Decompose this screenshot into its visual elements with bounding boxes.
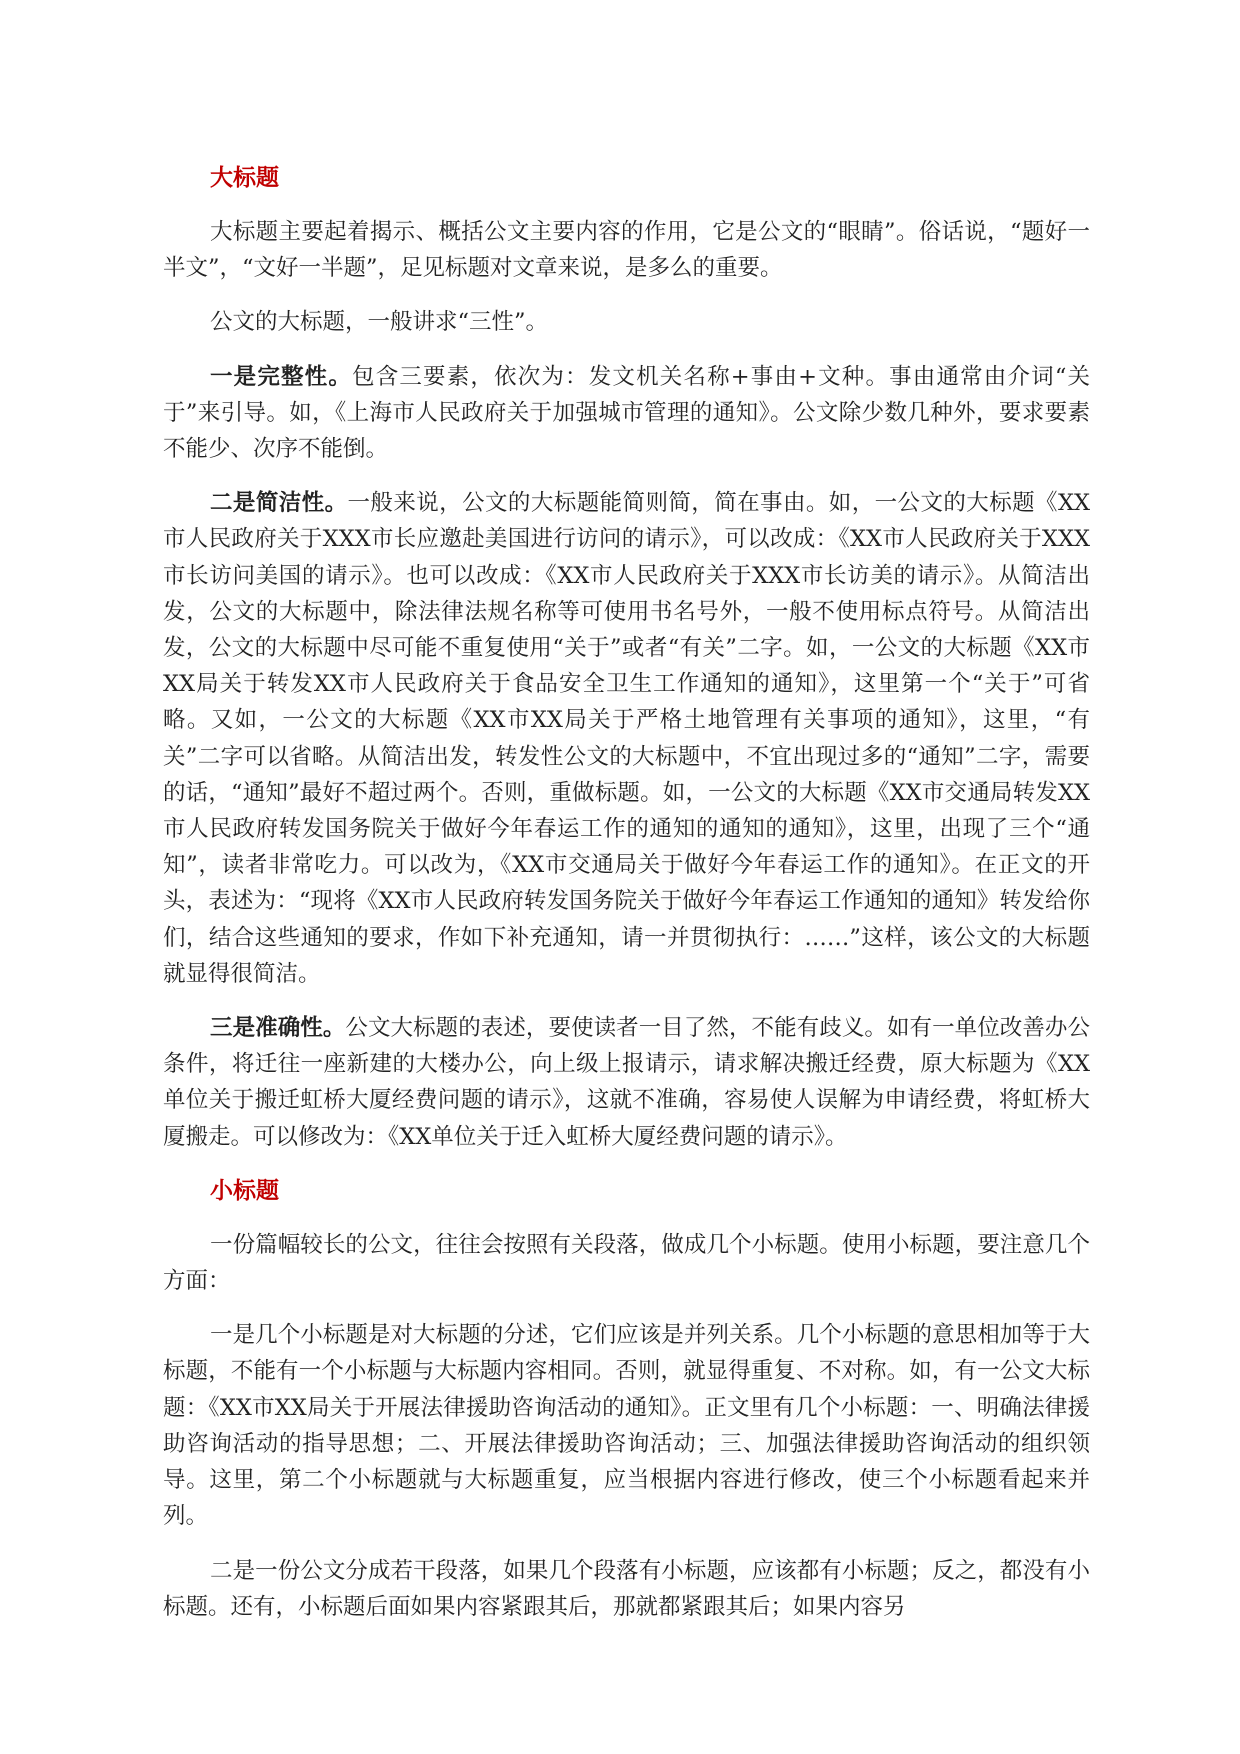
paragraph-lead: 三是准确性。 (210, 1015, 346, 1042)
paragraph-lead: 一是完整性。 (210, 363, 353, 390)
section-heading-main-title: 大标题 (210, 165, 279, 191)
paragraph: 一份篇幅较长的公文，往往会按照有关段落，做成几个小标题。使用小标题，要注意几个方面： (163, 1231, 1090, 1295)
paragraph-text: 一般来说，公文的大标题能简则简，简在事由。如，一公文的大标题《XX市人民政府关于XXX市长应邀赴美国进行访问的请示》，可以改成：《XX市人民政府关于XXX市长访问美国的请示》。也可以改成：《XX市人民政府关于XXX市长访美的请示》。从简洁出发，公文的大标题中，除法律法规名称等可使用书名号外，一般不使用标点符号。从简洁出发，公文的大标题中尽可能不重复使用“关于”或者“有关”二字。如，一公文的大标题《XX市XX局关于转发XX市人民政府关于食品安全卫生工作通知的通知》，这里第一个“关于”可省略。又如，一公文的大标题《XX市XX局关于严格土地管理有关事项的通知》，这里，“有关”二字可以省略。从简洁出发，转发性公文的大标题中，不宜出现过多的“通知”二字，需要的话，“通知”最好不超过两个。否则，重做标题。如，一公文的大标题《XX市交通局转发XX市人民政府转发国务院关于做好今年春运工作的通知的通知的通知》，这里，出现了三个“通知”，读者非常吃力。可以改为，《XX市交通局关于做好今年春运工作的通知》。在正文的开头，表述为：“现将《XX市人民政府转发国务院关于做好今年春运工作通知的通知》转发给你们，结合这些通知的要求，作如下补充通知，请一并贯彻执行：……”这样，该公文的大标题就显得很简洁。 (163, 490, 1090, 987)
paragraph: 大标题主要起着揭示、概括公文主要内容的作用，它是公文的“眼睛”。俗话说，“题好一半文”，“文好一半题”，足见标题对文章来说，是多么的重要。 (163, 219, 1090, 282)
paragraph-lead: 二是简洁性。 (210, 490, 348, 517)
paragraph: 二是一份公文分成若干段落，如果几个段落有小标题，应该都有小标题；反之，都没有小标题。还有，小标题后面如果内容紧跟其后，那就都紧跟其后；如果内容另 (163, 1557, 1090, 1620)
paragraph: 一是几个小标题是对大标题的分述，它们应该是并列关系。几个小标题的意思相加等于大标题，不能有一个小标题与大标题内容相同。否则，就显得重复、不对称。如，有一公文大标题：《XX市XX局关于开展法律援助咨询活动的通知》。正文里有几个小标题：一、明确法律援助咨询活动的指导思想；二、开展法律援助咨询活动；三、加强法律援助咨询活动的组织领导。这里，第二个小标题就与大标题重复，应当根据内容进行修改，使三个小标题看起来并列。 (163, 1322, 1090, 1530)
paragraph-text: 公文大标题的表述，要使读者一目了然，不能有歧义。如有一单位改善办公条件，将迁往一座新建的大楼办公，向上级上报请示，请求解决搬迁经费，原大标题为《XX单位关于搬迁虹桥大厦经费问题的请示》，这就不准确，容易使人误解为申请经费，将虹桥大厦搬走。可以修改为：《XX单位关于迁入虹桥大厦经费问题的请示》。 (163, 1015, 1090, 1150)
document-page (163, 160, 1090, 1643)
paragraph: 公文的大标题，一般讲求“三性”。 (210, 309, 549, 336)
paragraph-completeness (163, 359, 1090, 468)
section-heading-subtitle: 小标题 (210, 1177, 279, 1204)
paragraph-conciseness (163, 485, 1090, 992)
paragraph-text: 包含三要素，依次为：发文机关名称+事由+文种。事由通常由介词“关于”来引导。如，《上海市人民政府关于加强城市管理的通知》。公文除少数几种外，要求要素不能少、次序不能倒。 (163, 363, 1090, 463)
paragraph-accuracy (163, 1010, 1090, 1155)
